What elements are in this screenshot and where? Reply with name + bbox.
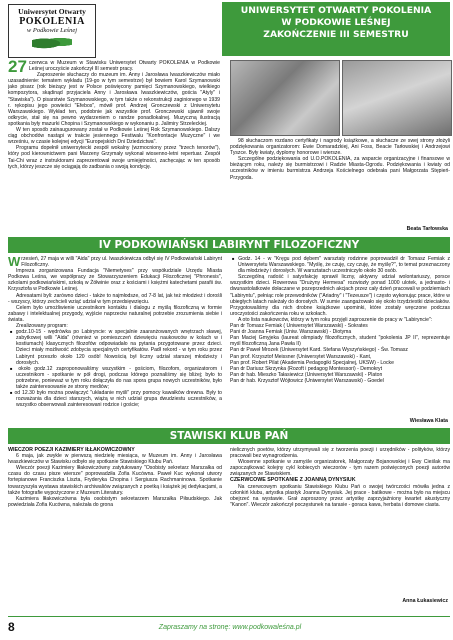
section2-right-line: Pan prof. Robert Pilat (Akademia Pedagogiki Specjalnej, UKSW) - Locke [230, 359, 394, 366]
article1-p5: 98 słuchaczom rozdano certyfikaty i nagrody książkowe, a słuchacze ze swej strony złożyli podziękowania organizatorom: Ewie Domaradzkiej, Ani Foss, Beacie Tarłowskiej i Andrzejowi Tyszce. Były kwiaty, dyplomy honorowe i wierszе. [230, 138, 450, 157]
article1-left [8, 60, 220, 235]
section2-right-line: Pan dr Paweł Mrozek (Uniwersytet Kard. Stefana Wyszyńskiego) - Św. Tomasz [230, 347, 408, 354]
logo-line2: POKOLENIA [19, 16, 85, 27]
top-banner-line2: W PODKOWIE LEŚNEJ [281, 17, 391, 28]
section2-left-bullet: ■ około godz.12 zaproponowaliśmy wszystkim - gościom, filozofom, organizatorom i uczestnikom - spotkanie w pół drogi, podczas którego poznaliśmy się bliżej; było to potrzebne, ponieważ w tym roku dołączyła do nas spora grupa nowych uczestników, było także zainteresowanie ze strony mediów; [8, 366, 222, 390]
top-banner-line1: UNIWERSYTET OTWARTY POKOLENIA [240, 5, 432, 16]
section2-dropcap: W [8, 256, 21, 269]
section2-left [8, 256, 222, 422]
section3-heading-left: WIECZÓR POEZJI KAZIMIERY IŁŁAKOWICZÓWNY [8, 447, 135, 453]
article1-right [230, 138, 450, 230]
article1-p6: Szczególne podziękowania od U.O.POKOLENIA, za wsparcie organizacyjne i finansowe w bieżącym roku, należy się burmistrzowi i Radzie Miasta-Ogrodu. Podziękowania i kwiaty od uczestników w imieniu burmistrza Andrzeja Kościelnego odebrała pani Małgorzata Stępień-Przygoda. [230, 156, 450, 181]
section2-right-p2: A oto lista naukowców, którzy w tym roku przyjęli zaproszenie do pracy w "Labiryncie": [238, 316, 433, 323]
section3-left-p2: Wieczór poezji Kazimiery Iłłakowiczówny zatytułowany "Osobisty sekretarz Marszałka od czasu do czasu pisze wiersze" poprowadziła Zofia Kucówna. Paweł Kuc wykonał utwory fortepianowe Franciszka Liszta, Fryderyka Chopina i Sergiusza Rachmaninowa. Spotkanie towarzyszyła wystawa stawiskich archiwaliów związanych z poetką i książek jej dedykacjami, a także fotografie wypożyczone z Muzeum Literatury. [8, 465, 222, 496]
section2-right [230, 256, 450, 418]
article1-p4: Programu dopełnił uniwersytecki zespół wokalny (wzmocniony przez "trzech tenorów"), który pod kierownictwem pani Marzeny Grzymały wykonał wiosenno-letni repertuar. Zespół Tai-Chi wraz z instruktorami zaprezentował swoje umiejętności, zachęcając w ten sposób tych, którzy jeszcze się ociągają do zadbania o swoją kondycję. [8, 145, 220, 170]
section2-right-line: Pani dr Joanna Femiak (Uniw. Warszawski) - Diotyma [230, 329, 352, 336]
section3-left-p1: 6 maja, jak zwykle w pierwszą niedzielę miesiąca, w Muzeum im. Anny i Jarosława Iwaszkiewiczów w Stawisku odbyło się spotkanie Stawiskiego Klubu Pań. [8, 453, 222, 466]
section2-right-bullet: ■ Godz. 14 - w "Kręgu pod dębem" warsztaty rodzinne poprowadził dr Tomasz Femiak z Uniwersytetu Warszawskiego. "Myślę, że czuję, czy czuję, że myślę?", to temat przeznaczony dla młodzieży i dorosłych. W warsztatach uczestniczyło około 30 osób. [230, 256, 450, 274]
logo-line3: w Podkowie Leśnej [26, 27, 78, 34]
section2-left-p4: Celem było umożliwienie uczestnikom kontaktu i dialogu z myślą filozoficzną w formie zabawy i intelektualnej przygody, wyjście naprzeciw naturalnej potrzebie zrozumienia siebie i świata. [8, 304, 222, 323]
footer-link[interactable]: Zapraszamy na stronę: www.podkowaleśna.pl [158, 624, 302, 631]
section2-left-p3: Adresatami byli: zarówno dzieci - także to najmłodsze, od 7-8 lat, jak też młodzież i dorośli - wszyscy, którzy zechcieli wziąć udział w tym przedsięwzięciu. [8, 292, 222, 305]
section2-right-line: Pan prof. Krzysztof Meissner (Uniwersytet Warszawski) - Kant, [230, 353, 372, 360]
logo-line1: Uniwersytet Otwarty [18, 7, 86, 16]
article1-p1: czerwca w Muzeum w Stawisku Uniwersytet Otwarty POKOLENIA w Podkowie Leśnej uroczyście zakończył III semestr pracy. [28, 60, 220, 73]
section3-right-p3: Na czerwcowym spotkaniu Stawiskiego Klubu Pań o swojej twórczości mówiła jedna z członkiń klubu, artystka plastyk Joanna Dynysiuk. Jej prace - batikowe - można było na miejscu obejrzeć na wystawie. Grał zaproszony przez artystkę zaprzyjaźniony kwartet akustyczny "Kanon". Wieczór zakończył poczęstunek na tarasie - goraca kawa, herbata i domowe ciasta. [230, 483, 450, 508]
top-banner [222, 2, 450, 56]
logo [8, 4, 96, 58]
article1-p2: Zaproszenie słuchaczy do muzeum im. Anny i Jarosława Iwaszkiewiczów miało uzasadnienie: tematem wykładu (19-go w tym semestrze) był bowiem Karol Szymanowski jako pisarz (rok bieżący jest w Polsce poświęcony pamięci Szymanowskiego, wielkiego kompozytora, skądinąd przyjaciela Anny i Jarosława Iwaszkiewiczów, gościa "Atyly" i "Stawiska"). O pisarstwie Szymanowskiego, w tym także o rekonstrukcji zaginionego w 1939 r. rękopisu jego powieści "Efebos", mówił prof. Andrzej Gronczewski z Uniwersytetu Warszawskiego. Wykład ten, podobnie jak wszystkie prof. Gronczewski ujawnił swoje odkrycie, stał się na pewno wydarzeniem o randze ponadlokalnej. Muzyczną ilustracją spotkania były mazurki Chopina i Szymanowskiego w wykonaniu p. Jalimiry Strzeleckiej. [8, 72, 220, 127]
section2-left-bullet: ■ godz.10-15 - wędrówka po Labiryncie: w specjalnie zaaranżowanych wnętrzach sławej, zabytkowej willi "Aida" (również w pomieszczeń dziewięciu naukowców w kolach w i kostiumach) klasycznych filozofów odpowiadało na pytania przygotowane przez dzieci. Dzieci miały możliwość zdobycia specjalnych certyfikatów. Padł rekord - w tym roku przez Labirynt przeszło około 120 osób! Nowością był liczny udział starszej młodzieży i dorosłych. [8, 329, 222, 366]
section2-right-line: Pan Maciej Gmyjeka (laureat olimpiady filozoficznych, student "pokoleniа JP II", reprezentuje myśl filozoficzną Jana Pawła II) [230, 335, 450, 348]
section3-right-p2: Wiosenne spotkanie w zamyśle organizatorek, Małgorzaty Bojanowskiej i Ewy Cieślak ma zapoczątkować kolejny cykl kobiecych wieczorów - tym razem poświęconych poezji autorów związanych ze Stawiskiem. [230, 459, 450, 478]
section2-left-p2: Impreza zorganizowana Fundacja "Niemetyxes" przy współudziale Urzędu Miasta Podkowa Leśna, we współpracy ze Stowarzyszeniem Edukacji Filozoficznej "Phronesis", szkolami podkowiańskimi, szkołą w Żółwinie oraz z kościami i księżmi katechetami parafii św. Krzysztofa w Podkowie Leśnej. [8, 268, 222, 293]
section3-banner: STAWISKI KLUB PAŃ [8, 428, 450, 444]
article1-p3: W ten sposób zainaugurowany został w Podkowie Leśnej Rok Szymanowskiego. Dalszy ciąg obchodów nastąpi w trakcie jesiennego Festiwalu "Konfrontacje Muzyczne" i we wrześniu, w czasie kolejnej edycji "Europejskich Dni Dziedzictwa". [8, 127, 220, 146]
section3-left-p3: Kazimiera Iłłakowiczówna była osobistym sekretarzem Marszałka Piłsudskiego. Jak powiedziała Zofia Kucówna, należała do grona [8, 495, 222, 508]
section2-right-line: Pan dr Dariusz Skrzynka (Rozoft i pedagog Montessori) - Demokryt [230, 365, 383, 372]
section2-right-line: Pan dr hab. Krzysztof Wójtowicz (Uniwersytet Warszawski) - Goedel [230, 377, 384, 384]
photo-ceremony [230, 60, 340, 136]
section2-left-p1: rzesień, 27 maja w willi "Aida" przy ul. Iwaszkiewicza odbył się IV Podkowiański Labirynt Filozoficzny. [21, 256, 222, 269]
section3-heading-right: CZERWCOWE SPOTKANIE Z JOANNĄ DYNYSIUK [230, 477, 356, 484]
section3-right [230, 447, 450, 595]
section2-right-p1: Szczególną radość i satysfakcję sprawił liczny, aktywny udział wolontariuszy, porsce wszystkim dzieci. Rowerowa "Drużyny Hermesa" rozwiozły ponad 1000 ulotek, a jednasto- i dwunastolatkowie dołaczane w pozeprzednich akcjach przez cały dzień pracowali w podziemiach "Labiryntu", pełniąc role przewodników ("Ariadny" i "Tezeusze") i często wykonując prace, które w ubiegłych latach należały do dorosłych. W sumie zaangażowało się około trzydziestki dzieciaków. Przygotowaliśmy dla nich drobne książkowe upominki, które zostały wręczone podczas uroczystości zakończenia roku w szkołach. [230, 274, 450, 317]
section3-signature: Anna Łukasiewicz [402, 598, 448, 604]
logo-tree-icon [32, 35, 72, 49]
footer-rule [8, 616, 450, 617]
section2-right-line: Pan dr hab. Mieszko Tałasiewicz (Uniwersytet Warszawski) - Platon [230, 371, 383, 378]
section2-banner: IV PODKOWIAŃSKI LABIRYNT FILOZOFICZNY [8, 237, 450, 253]
section3-right-p1: nielicznych poetów, którzy utrzymywali się z tworzenia poezji i urzędników - polityków, którzy pracowali bez wynagrodzenia. [230, 447, 450, 460]
section2-right-line: Pan dr Tomasz Femiak ( Uniwersytet Warszawski) - Sokrates [230, 323, 368, 330]
top-banner-line3: ZAKOŃCZENIE III SEMESTRU [263, 29, 409, 40]
page-number: 8 [8, 620, 15, 634]
section2-signature: Wiesława Klata [409, 418, 448, 424]
photo-group [342, 60, 452, 136]
section2-left-bullet: ■ od 12.30 było można powłączyć "układanie myśli" przy pomocy kawałków drewna. Były to rozważania dla dzieci starszych, wiążą w nich udział grupa dwudziestu uczestników, a wszystko obserwowali zainteresowani rodzice i goście; [8, 390, 222, 408]
section2-left-p5: Zrealizowany program: [16, 323, 68, 330]
section3-left [8, 447, 222, 597]
article1-signature: Beata Tarłowska [406, 226, 448, 232]
dropcap: 27 [8, 60, 27, 76]
